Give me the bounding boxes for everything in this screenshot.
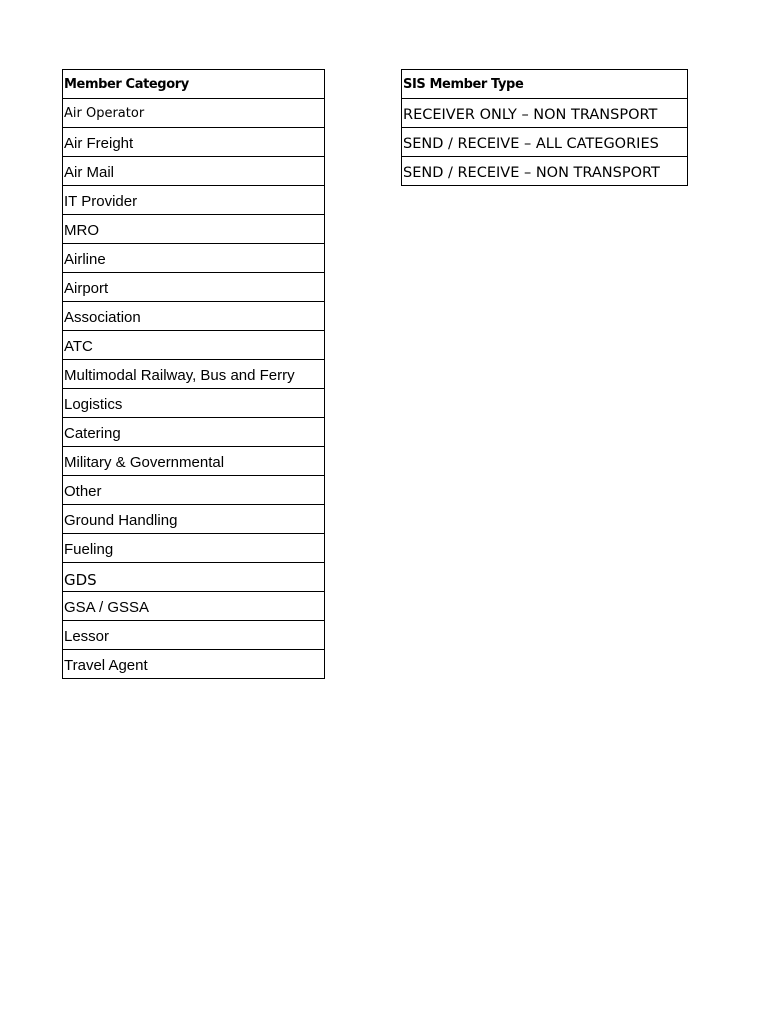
table-row: [63, 476, 325, 505]
table-cell: Air Mail: [63, 157, 325, 186]
table-row: [63, 244, 325, 273]
table-cell: Travel Agent: [63, 650, 325, 679]
member-category-header: Member Category: [63, 70, 325, 99]
table-row: [402, 128, 688, 157]
table-row: [63, 157, 325, 186]
table-cell: SEND / RECEIVE – ALL CATEGORIES: [402, 128, 688, 157]
table-cell: Catering: [63, 418, 325, 447]
table-cell: Ground Handling: [63, 505, 325, 534]
table-row: [402, 99, 688, 128]
table-row: [63, 650, 325, 679]
sis-member-type-header: SIS Member Type: [402, 70, 688, 99]
table-cell: Military & Governmental: [63, 447, 325, 476]
table-cell: Fueling: [63, 534, 325, 563]
sis-member-type-table: [401, 69, 688, 186]
table-row: [63, 447, 325, 476]
table-cell: SEND / RECEIVE – NON TRANSPORT: [402, 157, 688, 186]
table-row: [63, 331, 325, 360]
table-cell: Other: [63, 476, 325, 505]
table-row: [63, 99, 325, 128]
table-cell: Air Operator: [63, 99, 325, 128]
table-row: [63, 592, 325, 621]
table-row: [63, 360, 325, 389]
table-row: [63, 273, 325, 302]
table-cell: IT Provider: [63, 186, 325, 215]
table-row: [63, 302, 325, 331]
table-cell: Airline: [63, 244, 325, 273]
table-row: [63, 621, 325, 650]
table-cell: ATC: [63, 331, 325, 360]
table-header-row: [63, 70, 325, 99]
table-cell: Association: [63, 302, 325, 331]
table-row: [63, 128, 325, 157]
table-cell: MRO: [63, 215, 325, 244]
member-category-table: [62, 69, 325, 679]
table-cell: GDS: [63, 563, 325, 592]
table-row: [63, 505, 325, 534]
table-cell: Lessor: [63, 621, 325, 650]
table-cell: RECEIVER ONLY – NON TRANSPORT: [402, 99, 688, 128]
table-cell: Logistics: [63, 389, 325, 418]
table-row: [63, 215, 325, 244]
table-cell: Air Freight: [63, 128, 325, 157]
table-row: [63, 186, 325, 215]
table-row: [402, 157, 688, 186]
table-row: [63, 389, 325, 418]
table-cell: GSA / GSSA: [63, 592, 325, 621]
table-cell: Multimodal Railway, Bus and Ferry: [63, 360, 325, 389]
table-row: [63, 418, 325, 447]
table-header-row: [402, 70, 688, 99]
table-row: [63, 534, 325, 563]
table-row: [63, 563, 325, 592]
table-cell: Airport: [63, 273, 325, 302]
